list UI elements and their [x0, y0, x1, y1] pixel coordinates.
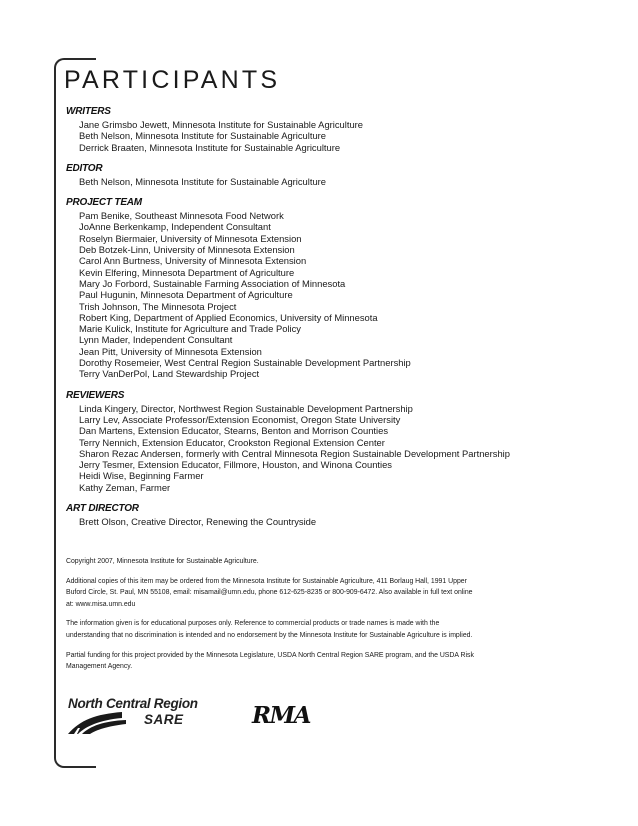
list-item: Brett Olson, Creative Director, Renewing the Countryside [79, 516, 317, 528]
section-heading-project-team: PROJECT TEAM [66, 197, 142, 209]
section-project-team [66, 197, 626, 379]
section-editor [66, 163, 626, 187]
section-heading-editor: EDITOR [66, 162, 103, 174]
list-item: Beth Nelson, Minnesota Institute for Sustainable Agriculture [79, 175, 327, 187]
list-item: Terry Nennich, Extension Educator, Crookston Regional Extension Center [79, 436, 385, 448]
copyright-note: Copyright 2007, Minnesota Institute for Sustainable Agriculture. [66, 558, 259, 565]
list-item: Paul Hugunin, Minnesota Department of Agriculture [79, 289, 293, 301]
section-heading-art-director: ART DIRECTOR [66, 503, 139, 515]
participants-content [66, 106, 626, 537]
list-item: Robert King, Department of Applied Economics, University of Minnesota [79, 311, 378, 323]
project-team-list [66, 210, 626, 379]
list-item: Marie Kulick, Institute for Agriculture and Trade Policy [79, 323, 301, 335]
list-item: Terry VanDerPol, Land Stewardship Project [79, 368, 260, 380]
section-heading-writers: WRITERS [66, 106, 111, 117]
section-art-director [66, 503, 626, 527]
funding-note: Partial funding for this project provided by the Minnesota Legislature, USDA North Central Region SARE program, and the USDA Risk Management Agency. [66, 651, 474, 671]
page-title: PARTICIPANTS [64, 66, 281, 94]
list-item: Dan Martens, Extension Educator, Stearns, Benton and Morrison Counties [79, 425, 389, 437]
list-item: Pam Benike, Southeast Minnesota Food Network [79, 210, 284, 222]
reviewers-list [66, 403, 626, 493]
fine-print-notes [66, 556, 478, 681]
sare-logo-line1: North Central Region [68, 696, 198, 711]
sare-logo-line2: SARE [144, 712, 184, 727]
list-item: Jean Pitt, University of Minnesota Extension [79, 345, 262, 357]
section-writers [66, 106, 626, 153]
sponsor-logos [66, 694, 366, 740]
sare-logo [66, 694, 216, 736]
list-item: Trish Johnson, The Minnesota Project [79, 300, 237, 312]
list-item: Larry Lev, Associate Professor/Extension Economist, Oregon State University [79, 413, 401, 425]
list-item: Roselyn Biermaier, University of Minnesota Extension [79, 232, 302, 244]
list-item: Derrick Braaten, Minnesota Institute for Sustainable Agriculture [79, 141, 341, 153]
rma-logo [252, 702, 318, 732]
writers-list [66, 119, 626, 153]
list-item: Lynn Mader, Independent Consultant [79, 334, 233, 346]
list-item: Jane Grimsbo Jewett, Minnesota Institute for Sustainable Agriculture [79, 119, 363, 130]
ordering-note: Additional copies of this item may be ordered from the Minnesota Institute for Sustainable Agriculture, 411 Borlaug Hall, 1991 Upper Buford Circle, St. Paul, MN 55108, email: misamail@umn.edu, phone 612-625-8235 or 800-909-6472. Also available in full text online at: www.misa.umn.edu [66, 577, 473, 608]
list-item: Beth Nelson, Minnesota Institute for Sustainable Agriculture [79, 130, 327, 142]
list-item: Linda Kingery, Director, Northwest Region Sustainable Development Partnership [79, 402, 413, 414]
list-item: Kevin Elfering, Minnesota Department of Agriculture [79, 266, 295, 278]
editor-list [66, 176, 626, 187]
rma-logo-text: RMA [252, 702, 310, 729]
list-item: Jerry Tesmer, Extension Educator, Fillmore, Houston, and Winona Counties [79, 459, 392, 471]
list-item: Sharon Rezac Andersen, formerly with Central Minnesota Region Sustainable Development Partnership [79, 447, 510, 459]
list-item: Carol Ann Burtness, University of Minnesota Extension [79, 255, 307, 267]
list-item: Deb Botzek-Linn, University of Minnesota Extension [79, 244, 295, 256]
section-heading-reviewers: REVIEWERS [66, 389, 125, 401]
list-item: Mary Jo Forbord, Sustainable Farming Association of Minnesota [79, 277, 346, 289]
list-item: Kathy Zeman, Farmer [79, 481, 171, 493]
list-item: Heidi Wise, Beginning Farmer [79, 470, 204, 482]
list-item: Dorothy Rosemeier, West Central Region Sustainable Development Partnership [79, 357, 411, 369]
art-director-list [66, 516, 626, 527]
section-reviewers [66, 390, 626, 493]
list-item: JoAnne Berkenkamp, Independent Consultant [79, 221, 271, 233]
disclaimer-note: The information given is for educational purposes only. Reference to commercial products or trade names is made with the understanding that no discrimination is intended and no endorsement by the Minnesota Institute for Sustainable Agriculture is implied. [66, 620, 473, 639]
